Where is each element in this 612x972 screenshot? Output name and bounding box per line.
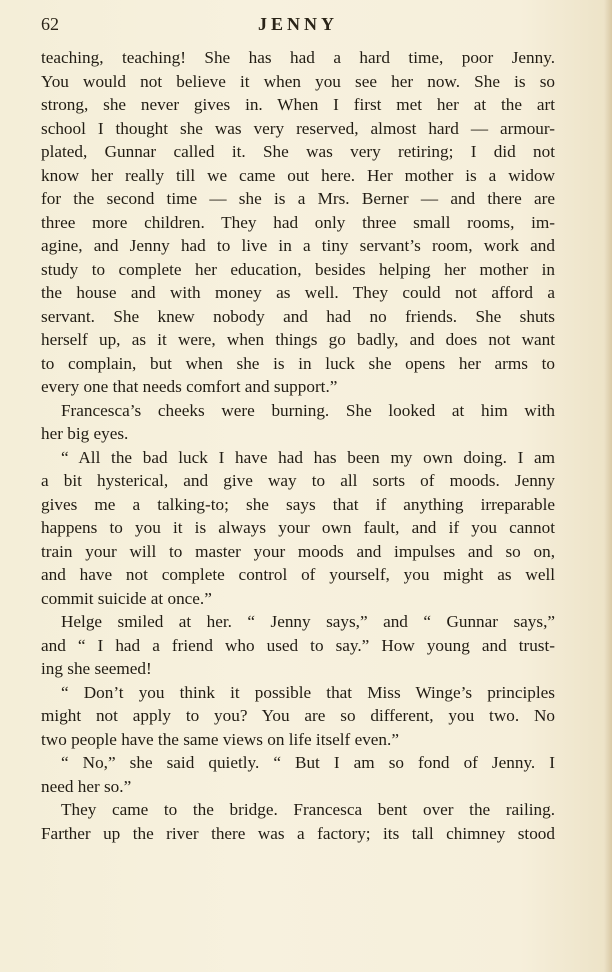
text-line: Farther up the river there was a factory; its tall chimney stood xyxy=(41,823,555,843)
text-line: study to complete her education, besides helping her mother in xyxy=(41,259,555,279)
text-line: a bit hysterical, and give way to all sorts of moods. Jenny xyxy=(41,471,555,490)
text-line: for the second time — she is a Mrs. Berner — and there are xyxy=(41,189,555,208)
text-line: two people have the same views on life itself even.” xyxy=(41,729,399,749)
text-line: and “ I had a friend who used to say.” How young and trust- xyxy=(41,635,555,655)
page-header xyxy=(41,14,555,40)
text-line: know her really till we came out here. Her mother is a widow xyxy=(41,165,555,185)
text-line: They came to the bridge. Francesca bent over the railing. xyxy=(61,800,555,819)
text-line: plated, Gunnar called it. She was very retiring; I did not xyxy=(41,142,555,161)
text-line: agine, and Jenny had to live in a tiny servant’s room, work and xyxy=(41,236,555,255)
body-text xyxy=(41,46,555,845)
text-line: every one that needs comfort and support.” xyxy=(41,377,338,396)
text-line: ing she seemed! xyxy=(41,659,152,678)
text-line: to complain, but when she is in luck she opens her arms to xyxy=(41,353,555,373)
text-line: the house and with money as well. They could not afford a xyxy=(41,283,555,302)
text-line: train your will to master your moods and impulses and so on, xyxy=(41,541,555,561)
text-line: Helge smiled at her. “ Jenny says,” and “ Gunnar says,” xyxy=(61,612,555,631)
text-line: school I thought she was very reserved, almost hard — armour- xyxy=(41,118,555,138)
page-number: 62 xyxy=(41,14,59,34)
text-line: happens to you it is always your own fault, and if you cannot xyxy=(41,518,555,537)
text-line: and have not complete control of yourself, you might as well xyxy=(41,565,555,584)
page-edge-shadow xyxy=(604,0,612,972)
text-line: servant. She knew nobody and had no friends. She shuts xyxy=(41,306,555,326)
text-line: “ No,” she said quietly. “ But I am so fond of Jenny. I xyxy=(61,753,555,772)
text-line: You would not believe it when you see her now. She is so xyxy=(41,71,555,91)
text-line: need her so.” xyxy=(41,776,132,796)
text-line: her big eyes. xyxy=(41,424,129,443)
text-line: commit suicide at once.” xyxy=(41,588,212,608)
text-line: Francesca’s cheeks were burning. She looked at him with xyxy=(61,400,555,420)
text-line: herself up, as it were, when things go badly, and does not want xyxy=(41,330,555,349)
text-line: might not apply to you? You are so different, you two. No xyxy=(41,706,555,725)
text-line: strong, she never gives in. When I first met her at the art xyxy=(41,95,555,114)
text-line: three more children. They had only three small rooms, im- xyxy=(41,212,555,232)
text-line: teaching, teaching! She has had a hard time, poor Jenny. xyxy=(41,48,555,67)
text-line: gives me a talking-to; she says that if anything irreparable xyxy=(41,494,555,514)
running-title: JENNY xyxy=(257,14,338,34)
text-line: “ Don’t you think it possible that Miss Winge’s principles xyxy=(61,682,555,702)
text-line: “ All the bad luck I have had has been my own doing. I am xyxy=(61,447,555,467)
